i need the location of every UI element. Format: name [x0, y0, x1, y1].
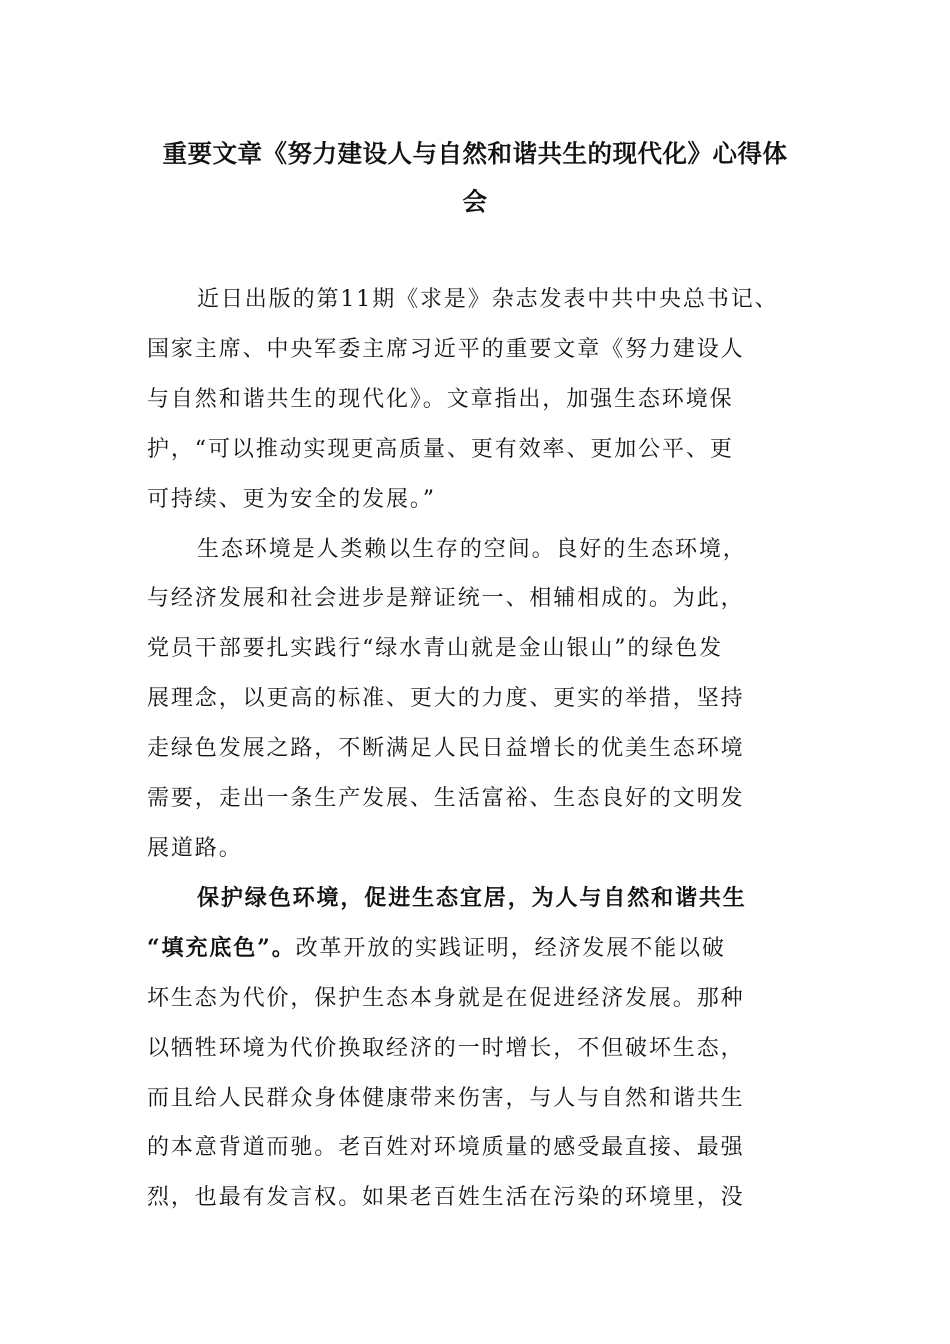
paragraph-line: 的本意背道而驰。老百姓对环境质量的感受最直接、最强: [147, 1135, 745, 1161]
paragraph-line: 而且给人民群众身体健康带来伤害，与人与自然和谐共生: [147, 1085, 745, 1111]
paragraph-text: 改革开放的实践证明，经济发展不能以破: [295, 935, 726, 961]
paragraph-line: 走绿色发展之路，不断满足人民日益增长的优美生态环境: [147, 736, 745, 762]
paragraph-line: 烈，也最有发言权。如果老百姓生活在污染的环境里，没: [147, 1185, 745, 1211]
title-line: 会: [462, 187, 488, 216]
paragraph-line: 近日出版的第11期《求是》杂志发表中共中央总书记、: [197, 287, 779, 312]
paragraph-line: 生态环境是人类赖以生存的空间。良好的生态环境，: [197, 536, 747, 562]
paragraph-line: 以牺牲环境为代价换取经济的一时增长，不但破坏生态，: [147, 1035, 745, 1061]
paragraph-line: 党员干部要扎实践行“绿水青山就是金山银山”的绿色发: [147, 636, 723, 662]
bold-lead-line: 保护绿色环境，促进生态宜居，为人与自然和谐共生: [197, 884, 747, 911]
title-line: 重要文章《努力建设人与自然和谐共生的现代化》心得体: [162, 139, 788, 168]
paragraph-line: 需要，走出一条生产发展、生活富裕、生态良好的文明发: [147, 786, 745, 812]
paragraph-1: [147, 275, 807, 525]
paragraph-line: 展理念，以更高的标准、更大的力度、更实的举措，坚持: [147, 686, 745, 712]
paragraph-line: 与经济发展和社会进步是辩证统一、相辅相成的。为此，: [147, 586, 745, 612]
paragraph-line: 国家主席、中央军委主席习近平的重要文章《努力建设人: [147, 336, 745, 362]
paragraph-line: 与自然和谐共生的现代化》。文章指出，加强生态环境保: [147, 386, 734, 412]
paragraph-line: 护，“可以推动实现更高质量、更有效率、更加公平、更: [147, 436, 734, 462]
bold-lead-text: “填充底色”。: [147, 934, 296, 961]
paragraph-line: 展道路。: [147, 835, 243, 861]
paragraph-line: [147, 924, 807, 974]
paragraph-2: [147, 525, 807, 874]
paragraph-3: [147, 874, 807, 1223]
paragraph-line: 坏生态为代价，保护生态本身就是在促进经济发展。那种: [147, 985, 745, 1011]
document-title: [150, 130, 800, 226]
document-body: [147, 275, 807, 1223]
paragraph-line: 可持续、更为安全的发展。”: [147, 486, 436, 512]
